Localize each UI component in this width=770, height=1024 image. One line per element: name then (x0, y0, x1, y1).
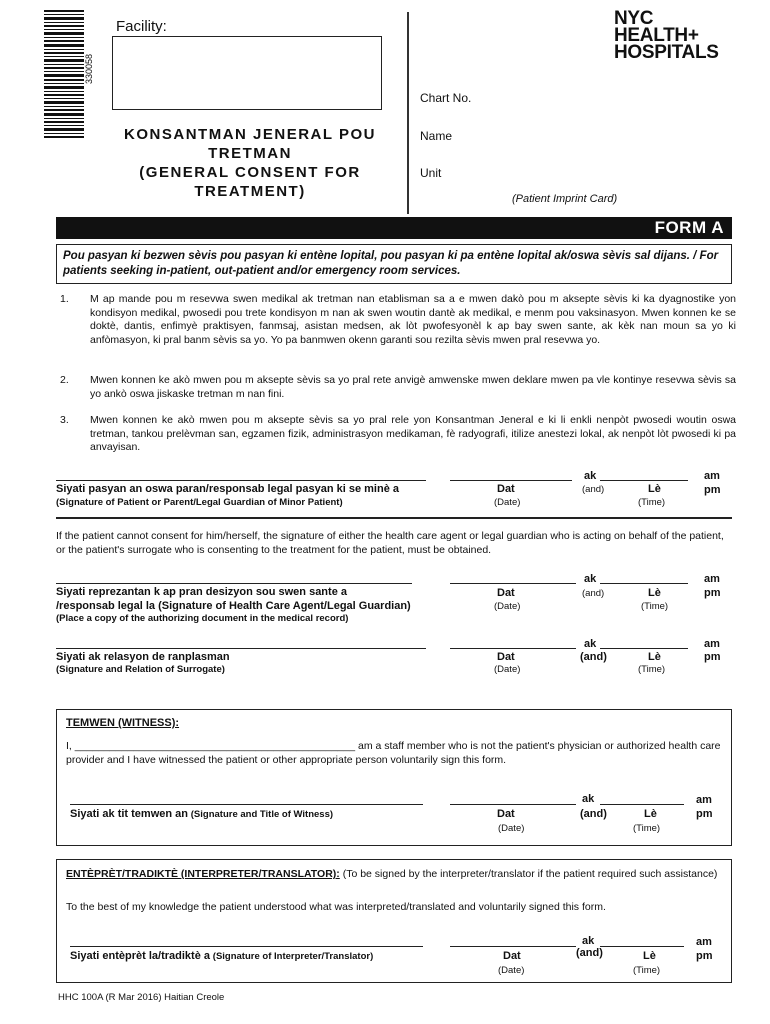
surrogate-signature-line[interactable] (56, 648, 426, 649)
form-a-banner (56, 217, 732, 239)
date-line[interactable] (450, 946, 576, 947)
name-label: Name (420, 129, 453, 143)
witness-signature-label: Siyati ak tit temwen an (Signature and Title of Witness) (70, 808, 334, 820)
facility-field[interactable] (112, 36, 382, 110)
patient-signature-line[interactable] (56, 480, 426, 481)
time-line[interactable] (600, 648, 688, 649)
witness-statement: I, ________________________________________________ am a staff member who is not the patient's physician or authorized health care provider and I have witnessed the patient or other appropriate person voluntarily sign this form. (66, 740, 721, 766)
facility-label: Facility: (116, 18, 167, 35)
time-line[interactable] (600, 946, 684, 947)
consent-item: 1. M ap mande pou m resevwa swen medikal ak tretman nan etablisman sa a e mwen dakò pou m aksepte sèvis ki ka dyagnostike yon kondisyon medikal, pwosedi pou trete kondisyon m nan ak swen woutin dantè ak medikal, e menm pou vaksinasyon. Mwen konnen ke se doktè, dantis, enfimyè praktisyen, fanmsaj, asistan medsen, ak lòt pwofesyonèl k ap bay swen sante, ak kèk nan moun sa yo ki anfòmasyon, ki pral banm sèvis sa yo. Yo pa banmwen okenn garanti sou rezilta sèvis mwen pral resevwa yo. (60, 293, 736, 346)
witness-heading: TEMWEN (WITNESS): (66, 717, 180, 729)
consent-item: 2. Mwen konnen ke akò mwen pou m aksepte sèvis sa yo pral rete anvigè amwenske mwen deklare mwen pa vle kontinye resevwa sèvis sa yo ankò oswa jiskaske tretman m nan fini. (60, 374, 736, 400)
agent-signature-line[interactable] (56, 583, 412, 584)
agent-signature-sublabel: (Place a copy of the authorizing document in the medical record) (56, 613, 349, 624)
interpreter-signature-line[interactable] (70, 946, 423, 947)
time-line[interactable] (600, 583, 688, 584)
form-title: KONSANTMAN JENERAL POU TRETMAN (GENERAL CONSENT FOR TREATMENT) (124, 126, 376, 200)
date-line[interactable] (450, 583, 576, 584)
header-divider (407, 12, 409, 214)
surrogate-note: If the patient cannot consent for him/herself, the signature of either the health care agent or legal guardian who is acting on behalf of the patient, or the patient's surrogate who is consenting to the treatment for the patient, must be obtained. (56, 530, 724, 556)
witness-name-field[interactable]: ________________________________________________ (74, 740, 356, 752)
agent-signature-label: /responsab legal la (Signature of Health Care Agent/Legal Guardian) (56, 600, 411, 612)
time-line[interactable] (600, 480, 688, 481)
section-divider (56, 517, 732, 519)
patient-imprint-label: (Patient Imprint Card) (512, 193, 618, 205)
chart-no-label: Chart No. (420, 91, 472, 105)
witness-section (56, 709, 732, 846)
consent-item: 3. Mwen konnen ke akò mwen pou m aksepte sèvis sa yo pral rele yon Konsantman Jeneral e ki li enkli nenpòt pwosedi woutin oswa tretman, tankou prelèvman san, egzamen fizik, administrasyon medikaman, fè radyografi, itilize anestezi lokal, ak nenpòt lòt pwosedi ki pa anvayisan. (60, 414, 736, 453)
date-line[interactable] (450, 804, 576, 805)
surrogate-signature-sublabel: (Signature and Relation of Surrogate) (56, 664, 225, 675)
unit-label: Unit (420, 166, 442, 180)
time-line[interactable] (600, 804, 684, 805)
date-line[interactable] (450, 480, 572, 481)
barcode-number: 330058 (84, 53, 94, 84)
intro-statement: Pou pasyan ki bezwen sèvis pou pasyan ki entène lopital, pou pasyan ki pa entène lopital ak/oswa sèvis sal dijans. / For patients seeking in-patient, out-patient and/or emergency room services. (56, 244, 732, 284)
patient-signature-label: Siyati pasyan an oswa paran/responsab legal pasyan ki se minè a (56, 483, 399, 495)
patient-signature-sublabel: (Signature of Patient or Parent/Legal Guardian of Minor Patient) (56, 497, 343, 508)
nyc-health-hospitals-logo: NYC HEALTH+ HOSPITALS (614, 8, 719, 63)
barcode (44, 10, 84, 138)
date-line[interactable] (450, 648, 576, 649)
form-footer: HHC 100A (R Mar 2016) Haitian Creole (58, 992, 225, 1003)
witness-signature-line[interactable] (70, 804, 423, 805)
interpreter-heading: ENTÈPRÈT/TRADIKTÈ (INTERPRETER/TRANSLATOR): (To be signed by the interpreter/translator if the patient required such assistance) (66, 868, 718, 880)
form-a-label: FORM A (654, 218, 724, 237)
surrogate-signature-label: Siyati ak relasyon de ranplasman (56, 651, 230, 663)
interpreter-signature-label: Siyati entèprèt la/tradiktè a (Signature of Interpreter/Translator) (70, 950, 374, 962)
interpreter-statement: To the best of my knowledge the patient understood what was interpreted/translated and voluntarily signed this form. (66, 901, 606, 913)
